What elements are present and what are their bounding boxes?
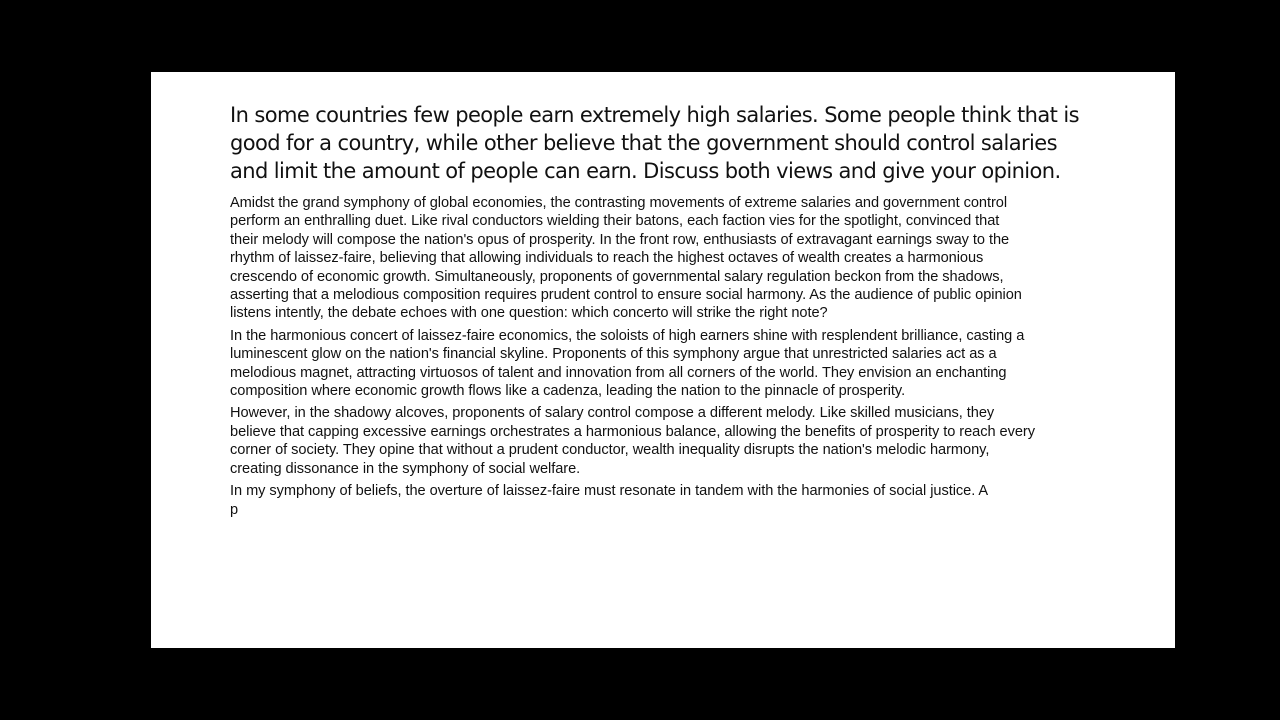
paragraph-line: crescendo of economic growth. Simultaneously, proponents of governmental salary regulation beckon from the shadows, xyxy=(230,268,1004,285)
paragraph-line: However, in the shadowy alcoves, proponents of salary control compose a different melody. Like skilled musicians, they xyxy=(230,405,995,422)
paragraph-line: p xyxy=(230,501,239,518)
paragraph-line: luminescent glow on the nation's financial skyline. Proponents of this symphony argue that unrestricted salaries act as a xyxy=(230,346,997,363)
paragraph-line: perform an enthralling duet. Like rival conductors wielding their batons, each faction vies for the spotlight, convinced that xyxy=(230,213,1000,230)
paragraph-line: In the harmonious concert of laissez-faire economics, the soloists of high earners shine with resplendent brilliance, casting a xyxy=(230,327,1025,344)
paragraph-line: believe that capping excessive earnings orchestrates a harmonious balance, allowing the benefits of prosperity to reach every xyxy=(230,423,1035,440)
paragraph-line: corner of society. They opine that without a prudent conductor, wealth inequality disrupts the nation's melodic harmony, xyxy=(230,442,990,459)
paragraph-line: Amidst the grand symphony of global economies, the contrasting movements of extreme salaries and government control xyxy=(230,195,1008,211)
paragraph-line: listens intently, the debate echoes with one question: which concerto will strike the right note? xyxy=(230,305,828,322)
paragraph-line: melodious magnet, attracting virtuosos of talent and innovation from all corners of the world. They envision an enchanting xyxy=(230,364,1007,381)
paragraph-introduction xyxy=(230,194,1110,323)
paragraph-line: their melody will compose the nation's opus of prosperity. In the front row, enthusiasts of extravagant earnings sway to the xyxy=(230,231,1010,248)
essay-prompt: In some countries few people earn extremely high salaries. Some people think that is good for a country, while other believe that the government should control salaries and limit the amount of people can earn. Discuss both views and give your opinion. xyxy=(230,103,1079,183)
paragraph-view-one xyxy=(230,327,1110,401)
paragraph-line: composition where economic growth flows like a cadenza, leading the nation to the pinnacle of prosperity. xyxy=(230,383,906,400)
paragraph-opinion xyxy=(230,482,1110,519)
paragraph-line: In my symphony of beliefs, the overture of laissez-faire must resonate in tandem with the harmonies of social justice. A xyxy=(230,483,989,500)
slide-page xyxy=(151,72,1175,648)
paragraph-line: creating dissonance in the symphony of social welfare. xyxy=(230,460,581,477)
paragraph-line: asserting that a melodious composition requires prudent control to ensure social harmony. As the audience of public opinion xyxy=(230,287,1022,304)
paragraph-line: rhythm of laissez-faire, believing that allowing individuals to reach the highest octaves of wealth creates a harmonious xyxy=(230,250,984,267)
paragraph-view-two xyxy=(230,404,1110,478)
